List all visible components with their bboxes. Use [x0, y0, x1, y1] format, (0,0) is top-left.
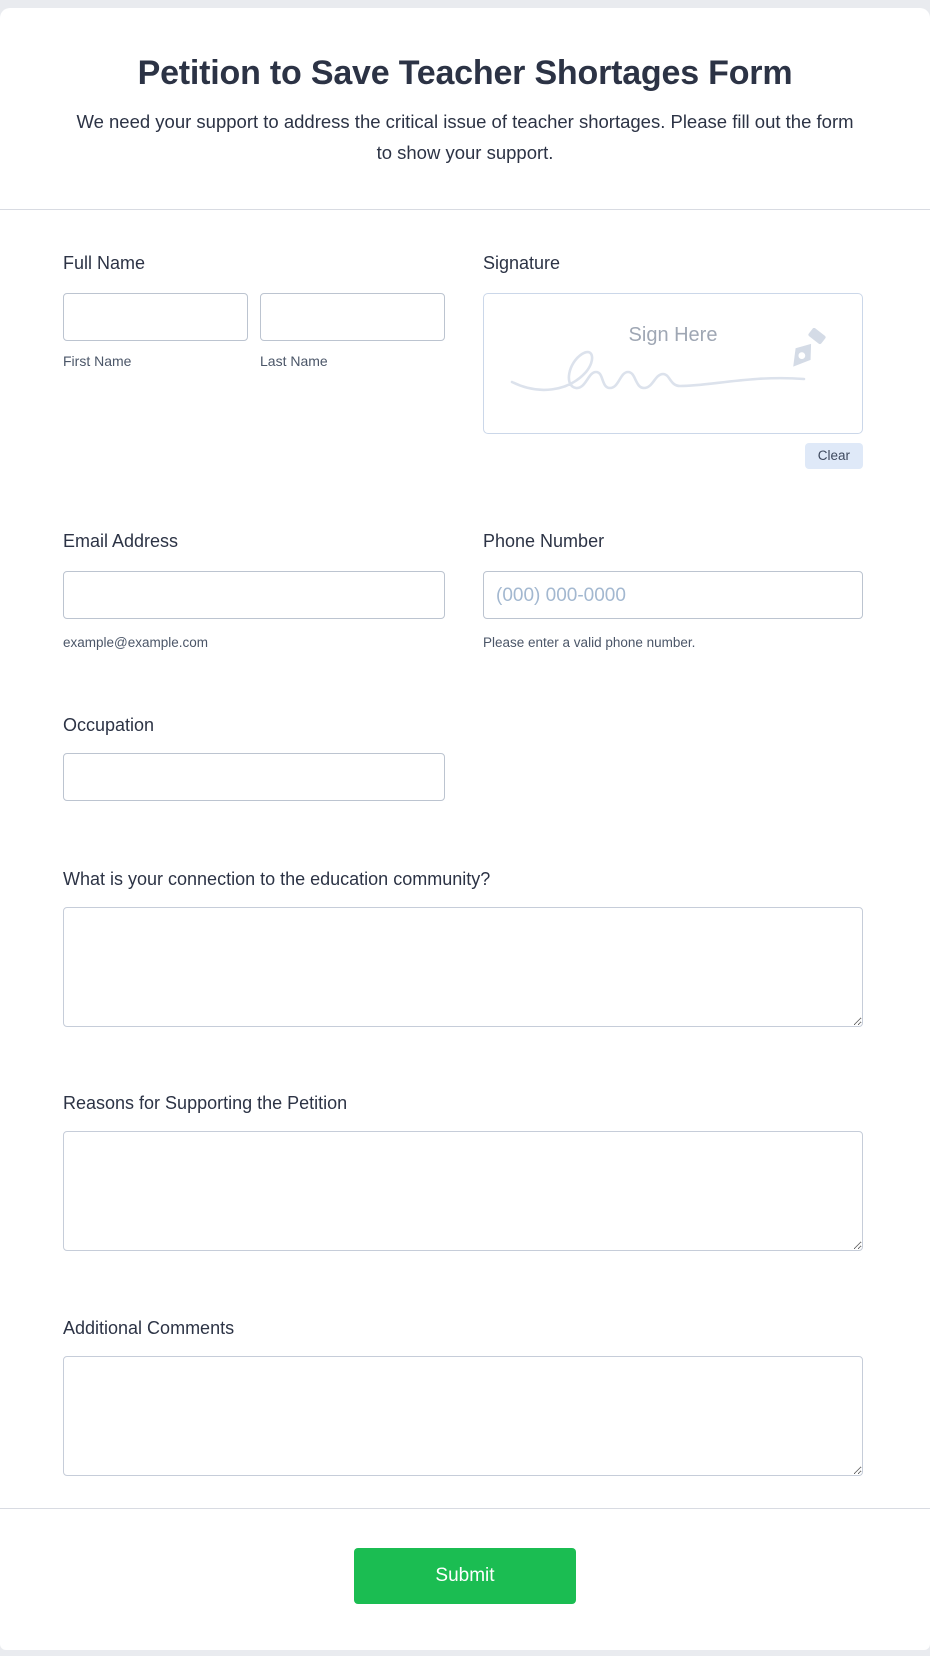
occupation-input[interactable] — [63, 753, 445, 801]
comments-question — [63, 1318, 863, 1476]
full-name-inputs — [63, 293, 445, 370]
submit-button[interactable]: Submit — [354, 1548, 576, 1604]
email-sublabel: example@example.com — [63, 635, 209, 650]
form-body — [0, 253, 930, 1476]
signature-label: Signature — [483, 253, 561, 273]
reasons-label: Reasons for Supporting the Petition — [63, 1093, 348, 1113]
phone-label: Phone Number — [483, 531, 605, 551]
connection-label: What is your connection to the education community? — [63, 869, 491, 889]
phone-input[interactable] — [483, 571, 863, 619]
row-name-signature — [63, 253, 863, 469]
pen-nib-icon — [778, 328, 830, 384]
full-name-label: Full Name — [63, 253, 146, 273]
row-email-phone — [63, 531, 863, 651]
header-divider — [0, 209, 930, 210]
signature-pad[interactable] — [483, 293, 863, 434]
last-name-input[interactable] — [260, 293, 445, 341]
comments-label: Additional Comments — [63, 1318, 235, 1338]
form-subtitle: We need your support to address the critical issue of teacher shortages. Please fill out the form to show your support. — [76, 111, 854, 163]
first-name-input[interactable] — [63, 293, 248, 341]
full-name-question — [63, 253, 445, 469]
connection-textarea[interactable] — [63, 907, 863, 1027]
last-name-field-wrap — [260, 293, 445, 370]
occupation-label: Occupation — [63, 715, 155, 735]
comments-textarea[interactable] — [63, 1356, 863, 1476]
email-input[interactable] — [63, 571, 445, 619]
last-name-sublabel: Last Name — [260, 353, 328, 369]
email-label: Email Address — [63, 531, 179, 551]
reasons-textarea[interactable] — [63, 1131, 863, 1251]
email-question — [63, 531, 445, 651]
form-footer — [0, 1509, 930, 1650]
signature-actions — [483, 443, 863, 469]
form-title: Petition to Save Teacher Shortages Form — [137, 54, 793, 92]
signature-clear-button[interactable]: Clear — [805, 443, 863, 469]
signature-question — [483, 253, 863, 469]
phone-question — [483, 531, 863, 651]
first-name-sublabel: First Name — [63, 353, 132, 369]
signature-placeholder: Sign Here — [628, 324, 718, 346]
row-occupation — [63, 715, 863, 801]
signature-scribble-icon — [508, 338, 818, 398]
reasons-question — [63, 1092, 863, 1251]
form-header — [0, 8, 930, 209]
connection-question — [63, 868, 863, 1027]
occupation-question — [63, 715, 445, 801]
phone-sublabel: Please enter a valid phone number. — [483, 635, 696, 650]
form-card — [0, 8, 930, 1650]
first-name-field-wrap — [63, 293, 248, 370]
